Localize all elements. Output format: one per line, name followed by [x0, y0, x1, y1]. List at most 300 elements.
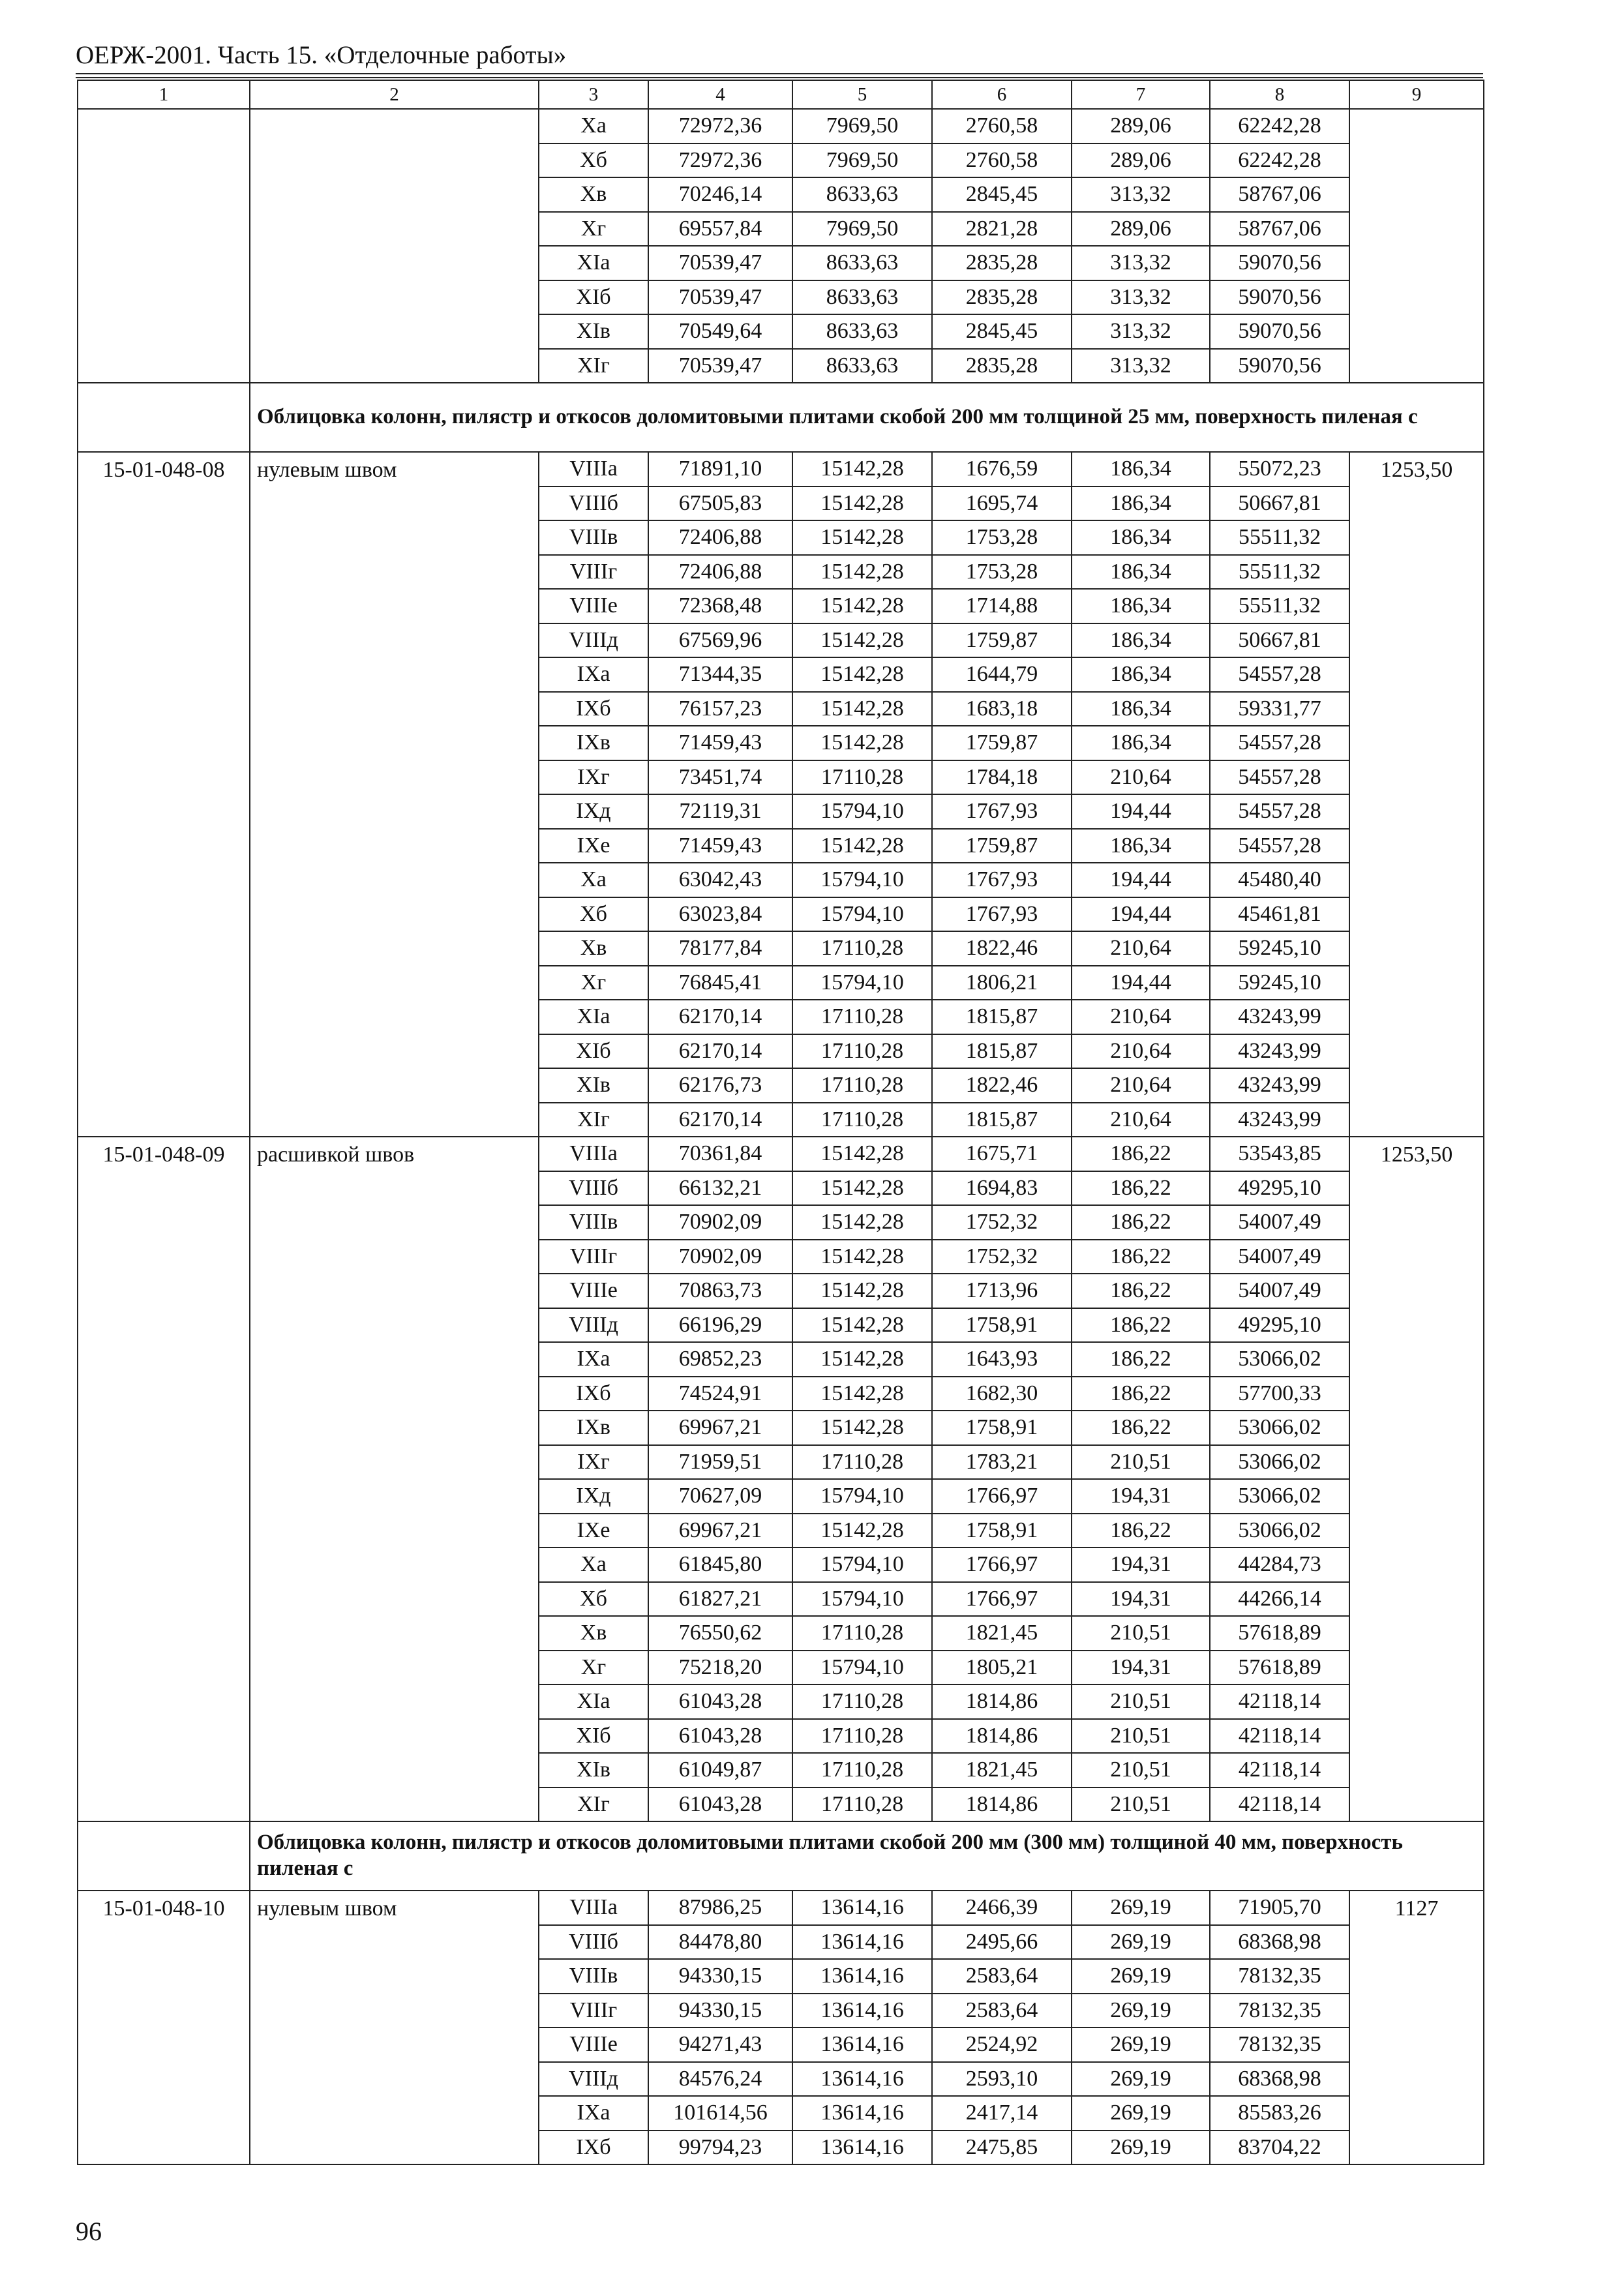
- material-cost: 44284,73: [1210, 1548, 1349, 1582]
- column-number: 6: [932, 80, 1072, 109]
- zone-code: IXг: [539, 760, 648, 795]
- wage-cost: 17110,28: [792, 1068, 932, 1103]
- wage-cost: 15794,10: [792, 794, 932, 829]
- operator-wage: 194,31: [1072, 1582, 1210, 1617]
- total-cost: 62170,14: [648, 1000, 792, 1034]
- material-cost: 53066,02: [1210, 1411, 1349, 1445]
- zone-code: IXг: [539, 1445, 648, 1480]
- machine-cost: 1675,71: [932, 1137, 1072, 1171]
- zone-code: IXд: [539, 794, 648, 829]
- wage-cost: 8633,63: [792, 246, 932, 280]
- operator-wage: 186,34: [1072, 829, 1210, 863]
- material-cost: 55511,32: [1210, 555, 1349, 590]
- material-cost: 53066,02: [1210, 1445, 1349, 1480]
- zone-code: XIб: [539, 280, 648, 315]
- total-cost: 71459,43: [648, 829, 792, 863]
- machine-cost: 1753,28: [932, 520, 1072, 555]
- zone-code: Xб: [539, 1582, 648, 1617]
- total-cost: 62176,73: [648, 1068, 792, 1103]
- machine-cost: 2524,92: [932, 2027, 1072, 2062]
- wage-cost: 17110,28: [792, 1103, 932, 1137]
- operator-wage: 186,34: [1072, 589, 1210, 623]
- operator-wage: 210,64: [1072, 1000, 1210, 1034]
- machine-cost: 1822,46: [932, 1068, 1072, 1103]
- wage-cost: 13614,16: [792, 1925, 932, 1960]
- machine-cost: 1766,97: [932, 1479, 1072, 1514]
- total-cost: 71959,51: [648, 1445, 792, 1480]
- machine-cost: 1783,21: [932, 1445, 1072, 1480]
- machine-cost: 1694,83: [932, 1171, 1072, 1206]
- machine-cost: 2495,66: [932, 1925, 1072, 1960]
- total-cost: 69967,21: [648, 1411, 792, 1445]
- zone-code: VIIIв: [539, 1959, 648, 1994]
- machine-cost: 1752,32: [932, 1205, 1072, 1240]
- total-cost: 72119,31: [648, 794, 792, 829]
- wage-cost: 15142,28: [792, 657, 932, 692]
- wage-cost: 17110,28: [792, 1684, 932, 1719]
- machine-cost: 1758,91: [932, 1514, 1072, 1548]
- total-cost: 75218,20: [648, 1651, 792, 1685]
- operator-wage: 269,19: [1072, 1925, 1210, 1960]
- wage-cost: 13614,16: [792, 2131, 932, 2165]
- zone-code: IXa: [539, 657, 648, 692]
- machine-cost: 2583,64: [932, 1994, 1072, 2028]
- material-cost: 57618,89: [1210, 1616, 1349, 1651]
- machine-cost: 1759,87: [932, 829, 1072, 863]
- wage-cost: 15794,10: [792, 1548, 932, 1582]
- wage-cost: 17110,28: [792, 1034, 932, 1069]
- wage-cost: 15794,10: [792, 897, 932, 932]
- operator-wage: 210,64: [1072, 931, 1210, 966]
- operator-wage: 194,31: [1072, 1548, 1210, 1582]
- material-cost: 49295,10: [1210, 1308, 1349, 1343]
- machine-cost: 1713,96: [932, 1274, 1072, 1308]
- material-cost: 59070,56: [1210, 246, 1349, 280]
- total-cost: 67569,96: [648, 623, 792, 658]
- zone-code: VIIIг: [539, 555, 648, 590]
- operator-wage: 289,06: [1072, 212, 1210, 247]
- wage-cost: 8633,63: [792, 280, 932, 315]
- wage-cost: 13614,16: [792, 1959, 932, 1994]
- material-cost: 58767,06: [1210, 212, 1349, 247]
- zone-code: IXб: [539, 1377, 648, 1411]
- wage-cost: 17110,28: [792, 931, 932, 966]
- total-cost: 62170,14: [648, 1034, 792, 1069]
- machine-cost: 1815,87: [932, 1034, 1072, 1069]
- work-name: [250, 109, 539, 383]
- wage-cost: 15142,28: [792, 1377, 932, 1411]
- wage-cost: 15142,28: [792, 623, 932, 658]
- zone-code: Xв: [539, 177, 648, 212]
- total-cost: 84478,80: [648, 1925, 792, 1960]
- material-cost: 59070,56: [1210, 349, 1349, 383]
- wage-cost: 17110,28: [792, 1445, 932, 1480]
- machine-cost: 1759,87: [932, 726, 1072, 760]
- labor-rate: [1349, 109, 1484, 383]
- total-cost: 70627,09: [648, 1479, 792, 1514]
- operator-wage: 269,19: [1072, 1994, 1210, 2028]
- total-cost: 63042,43: [648, 863, 792, 897]
- machine-cost: 2760,58: [932, 109, 1072, 143]
- total-cost: 71344,35: [648, 657, 792, 692]
- operator-wage: 269,19: [1072, 2096, 1210, 2131]
- header-rule: [76, 73, 1483, 74]
- material-cost: 59331,77: [1210, 692, 1349, 726]
- wage-cost: 13614,16: [792, 2027, 932, 2062]
- material-cost: 68368,98: [1210, 2062, 1349, 2097]
- zone-code: Xв: [539, 1616, 648, 1651]
- material-cost: 54557,28: [1210, 829, 1349, 863]
- machine-cost: 1821,45: [932, 1753, 1072, 1788]
- wage-cost: 7969,50: [792, 109, 932, 143]
- machine-cost: 1822,46: [932, 931, 1072, 966]
- wage-cost: 15142,28: [792, 1274, 932, 1308]
- wage-cost: 13614,16: [792, 1994, 932, 2028]
- wage-cost: 15142,28: [792, 1240, 932, 1274]
- total-cost: 94330,15: [648, 1994, 792, 2028]
- zone-code: IXa: [539, 1342, 648, 1377]
- machine-cost: 1752,32: [932, 1240, 1072, 1274]
- material-cost: 50667,81: [1210, 623, 1349, 658]
- total-cost: 66196,29: [648, 1308, 792, 1343]
- material-cost: 55511,32: [1210, 589, 1349, 623]
- operator-wage: 210,64: [1072, 1103, 1210, 1137]
- material-cost: 54007,49: [1210, 1205, 1349, 1240]
- wage-cost: 7969,50: [792, 143, 932, 178]
- zone-code: IXe: [539, 829, 648, 863]
- zone-code: IXв: [539, 1411, 648, 1445]
- total-cost: 62170,14: [648, 1103, 792, 1137]
- total-cost: 94330,15: [648, 1959, 792, 1994]
- zone-code: VIIIб: [539, 1925, 648, 1960]
- machine-cost: 1766,97: [932, 1548, 1072, 1582]
- material-cost: 59245,10: [1210, 966, 1349, 1000]
- section-spacer: [78, 1821, 250, 1891]
- rate-code: 15-01-048-09: [78, 1137, 250, 1821]
- operator-wage: 210,51: [1072, 1445, 1210, 1480]
- operator-wage: 186,22: [1072, 1274, 1210, 1308]
- column-number: 2: [250, 80, 539, 109]
- wage-cost: 15142,28: [792, 1514, 932, 1548]
- section-heading-row: [78, 383, 1484, 452]
- zone-code: VIIIв: [539, 1205, 648, 1240]
- table-row: [78, 1137, 1484, 1171]
- wage-cost: 15142,28: [792, 726, 932, 760]
- operator-wage: 186,22: [1072, 1514, 1210, 1548]
- material-cost: 53543,85: [1210, 1137, 1349, 1171]
- column-number: 9: [1349, 80, 1484, 109]
- wage-cost: 15142,28: [792, 829, 932, 863]
- machine-cost: 1814,86: [932, 1719, 1072, 1754]
- total-cost: 78177,84: [648, 931, 792, 966]
- total-cost: 76550,62: [648, 1616, 792, 1651]
- machine-cost: 2845,45: [932, 177, 1072, 212]
- machine-cost: 2845,45: [932, 314, 1072, 349]
- operator-wage: 289,06: [1072, 109, 1210, 143]
- machine-cost: 1695,74: [932, 486, 1072, 521]
- section-spacer: [78, 383, 250, 452]
- table-row: [78, 1891, 1484, 1925]
- machine-cost: 2417,14: [932, 2096, 1072, 2131]
- wage-cost: 17110,28: [792, 760, 932, 795]
- material-cost: 68368,98: [1210, 1925, 1349, 1960]
- operator-wage: 186,34: [1072, 486, 1210, 521]
- machine-cost: 1815,87: [932, 1000, 1072, 1034]
- total-cost: 69967,21: [648, 1514, 792, 1548]
- material-cost: 59070,56: [1210, 280, 1349, 315]
- material-cost: 43243,99: [1210, 1000, 1349, 1034]
- operator-wage: 269,19: [1072, 2027, 1210, 2062]
- machine-cost: 1683,18: [932, 692, 1072, 726]
- total-cost: 70902,09: [648, 1205, 792, 1240]
- machine-cost: 1784,18: [932, 760, 1072, 795]
- labor-rate: 1253,50: [1349, 452, 1484, 1137]
- machine-cost: 2593,10: [932, 2062, 1072, 2097]
- operator-wage: 194,44: [1072, 897, 1210, 932]
- machine-cost: 2583,64: [932, 1959, 1072, 1994]
- total-cost: 72972,36: [648, 109, 792, 143]
- operator-wage: 269,19: [1072, 2131, 1210, 2165]
- material-cost: 78132,35: [1210, 1959, 1349, 1994]
- material-cost: 53066,02: [1210, 1514, 1349, 1548]
- total-cost: 72972,36: [648, 143, 792, 178]
- material-cost: 54557,28: [1210, 726, 1349, 760]
- material-cost: 55072,23: [1210, 452, 1349, 486]
- machine-cost: 1821,45: [932, 1616, 1072, 1651]
- material-cost: 42118,14: [1210, 1684, 1349, 1719]
- operator-wage: 186,22: [1072, 1342, 1210, 1377]
- machine-cost: 1714,88: [932, 589, 1072, 623]
- wage-cost: 15142,28: [792, 520, 932, 555]
- operator-wage: 313,32: [1072, 349, 1210, 383]
- total-cost: 99794,23: [648, 2131, 792, 2165]
- wage-cost: 15142,28: [792, 1137, 932, 1171]
- operator-wage: 210,64: [1072, 760, 1210, 795]
- total-cost: 61049,87: [648, 1753, 792, 1788]
- total-cost: 70863,73: [648, 1274, 792, 1308]
- material-cost: 78132,35: [1210, 1994, 1349, 2028]
- operator-wage: 210,51: [1072, 1616, 1210, 1651]
- material-cost: 53066,02: [1210, 1342, 1349, 1377]
- operator-wage: 269,19: [1072, 2062, 1210, 2097]
- total-cost: 61845,80: [648, 1548, 792, 1582]
- zone-code: XIб: [539, 1719, 648, 1754]
- column-number: 8: [1210, 80, 1349, 109]
- operator-wage: 269,19: [1072, 1891, 1210, 1925]
- operator-wage: 186,22: [1072, 1205, 1210, 1240]
- rate-code: 15-01-048-08: [78, 452, 250, 1137]
- machine-cost: 1766,97: [932, 1582, 1072, 1617]
- material-cost: 45461,81: [1210, 897, 1349, 932]
- section-title: Облицовка колонн, пилястр и откосов доломитовыми плитами скобой 200 мм толщиной 25 мм, поверхность пиленая с: [250, 383, 1484, 452]
- wage-cost: 15142,28: [792, 1171, 932, 1206]
- wage-cost: 15142,28: [792, 1342, 932, 1377]
- wage-cost: 15142,28: [792, 452, 932, 486]
- wage-cost: 17110,28: [792, 1788, 932, 1822]
- zone-code: Xг: [539, 212, 648, 247]
- total-cost: 66132,21: [648, 1171, 792, 1206]
- total-cost: 69852,23: [648, 1342, 792, 1377]
- zone-code: Xг: [539, 966, 648, 1000]
- operator-wage: 186,22: [1072, 1171, 1210, 1206]
- column-number: 3: [539, 80, 648, 109]
- total-cost: 70549,64: [648, 314, 792, 349]
- zone-code: VIIIд: [539, 623, 648, 658]
- section-heading-row: [78, 1821, 1484, 1891]
- rates-table-body: [78, 80, 1484, 2164]
- material-cost: 45480,40: [1210, 863, 1349, 897]
- total-cost: 70902,09: [648, 1240, 792, 1274]
- machine-cost: 1644,79: [932, 657, 1072, 692]
- wage-cost: 15794,10: [792, 966, 932, 1000]
- total-cost: 74524,91: [648, 1377, 792, 1411]
- work-name: нулевым швом: [250, 1891, 539, 2164]
- zone-code: XIб: [539, 1034, 648, 1069]
- total-cost: 70539,47: [648, 349, 792, 383]
- zone-code: Xa: [539, 109, 648, 143]
- wage-cost: 15142,28: [792, 486, 932, 521]
- work-name: расшивкой швов: [250, 1137, 539, 1821]
- operator-wage: 186,22: [1072, 1137, 1210, 1171]
- operator-wage: 210,51: [1072, 1788, 1210, 1822]
- zone-code: VIIIe: [539, 1274, 648, 1308]
- operator-wage: 313,32: [1072, 314, 1210, 349]
- zone-code: XIa: [539, 246, 648, 280]
- material-cost: 44266,14: [1210, 1582, 1349, 1617]
- material-cost: 53066,02: [1210, 1479, 1349, 1514]
- total-cost: 71891,10: [648, 452, 792, 486]
- operator-wage: 313,32: [1072, 246, 1210, 280]
- total-cost: 70361,84: [648, 1137, 792, 1171]
- zone-code: VIIIд: [539, 2062, 648, 2097]
- machine-cost: 1815,87: [932, 1103, 1072, 1137]
- machine-cost: 2821,28: [932, 212, 1072, 247]
- wage-cost: 15142,28: [792, 1411, 932, 1445]
- total-cost: 73451,74: [648, 760, 792, 795]
- table-row: [78, 452, 1484, 486]
- zone-code: VIIIa: [539, 1891, 648, 1925]
- material-cost: 83704,22: [1210, 2131, 1349, 2165]
- wage-cost: 15794,10: [792, 863, 932, 897]
- total-cost: 76845,41: [648, 966, 792, 1000]
- operator-wage: 186,34: [1072, 623, 1210, 658]
- total-cost: 84576,24: [648, 2062, 792, 2097]
- wage-cost: 13614,16: [792, 1891, 932, 1925]
- operator-wage: 186,34: [1072, 520, 1210, 555]
- material-cost: 59070,56: [1210, 314, 1349, 349]
- material-cost: 50667,81: [1210, 486, 1349, 521]
- material-cost: 42118,14: [1210, 1753, 1349, 1788]
- machine-cost: 1805,21: [932, 1651, 1072, 1685]
- work-name: нулевым швом: [250, 452, 539, 1137]
- zone-code: XIв: [539, 1068, 648, 1103]
- total-cost: 72406,88: [648, 555, 792, 590]
- material-cost: 54557,28: [1210, 760, 1349, 795]
- operator-wage: 210,64: [1072, 1068, 1210, 1103]
- total-cost: 61043,28: [648, 1788, 792, 1822]
- operator-wage: 194,44: [1072, 794, 1210, 829]
- material-cost: 85583,26: [1210, 2096, 1349, 2131]
- page-number: 96: [76, 2217, 102, 2246]
- wage-cost: 15794,10: [792, 1479, 932, 1514]
- machine-cost: 2835,28: [932, 280, 1072, 315]
- total-cost: 61827,21: [648, 1582, 792, 1617]
- total-cost: 87986,25: [648, 1891, 792, 1925]
- zone-code: IXд: [539, 1479, 648, 1514]
- machine-cost: 2835,28: [932, 246, 1072, 280]
- material-cost: 71905,70: [1210, 1891, 1349, 1925]
- rate-code: [78, 109, 250, 383]
- machine-cost: 1676,59: [932, 452, 1072, 486]
- machine-cost: 1806,21: [932, 966, 1072, 1000]
- operator-wage: 194,31: [1072, 1479, 1210, 1514]
- wage-cost: 17110,28: [792, 1616, 932, 1651]
- total-cost: 70539,47: [648, 246, 792, 280]
- operator-wage: 194,44: [1072, 863, 1210, 897]
- operator-wage: 186,22: [1072, 1240, 1210, 1274]
- operator-wage: 186,22: [1072, 1308, 1210, 1343]
- material-cost: 59245,10: [1210, 931, 1349, 966]
- operator-wage: 210,51: [1072, 1684, 1210, 1719]
- zone-code: VIIIa: [539, 452, 648, 486]
- total-cost: 61043,28: [648, 1684, 792, 1719]
- zone-code: Xa: [539, 863, 648, 897]
- machine-cost: 1759,87: [932, 623, 1072, 658]
- wage-cost: 17110,28: [792, 1000, 932, 1034]
- zone-code: VIIIг: [539, 1240, 648, 1274]
- rates-table: [77, 80, 1484, 2165]
- machine-cost: 1758,91: [932, 1411, 1072, 1445]
- zone-code: XIг: [539, 1788, 648, 1822]
- machine-cost: 1753,28: [932, 555, 1072, 590]
- zone-code: IXa: [539, 2096, 648, 2131]
- zone-code: Xг: [539, 1651, 648, 1685]
- machine-cost: 1758,91: [932, 1308, 1072, 1343]
- column-numbers-row: [78, 80, 1484, 109]
- wage-cost: 8633,63: [792, 314, 932, 349]
- column-number: 4: [648, 80, 792, 109]
- zone-code: XIa: [539, 1684, 648, 1719]
- zone-code: XIг: [539, 349, 648, 383]
- section-title: Облицовка колонн, пилястр и откосов доломитовыми плитами скобой 200 мм (300 мм) толщиной 40 мм, поверхность пиленая с: [250, 1821, 1484, 1891]
- labor-rate: 1127: [1349, 1891, 1484, 2164]
- zone-code: VIIIд: [539, 1308, 648, 1343]
- material-cost: 49295,10: [1210, 1171, 1349, 1206]
- zone-code: IXб: [539, 2131, 648, 2165]
- zone-code: XIв: [539, 314, 648, 349]
- total-cost: 101614,56: [648, 2096, 792, 2131]
- wage-cost: 8633,63: [792, 177, 932, 212]
- wage-cost: 15142,28: [792, 1205, 932, 1240]
- wage-cost: 15142,28: [792, 692, 932, 726]
- machine-cost: 2475,85: [932, 2131, 1072, 2165]
- labor-rate: 1253,50: [1349, 1137, 1484, 1821]
- total-cost: 70539,47: [648, 280, 792, 315]
- zone-code: VIIIa: [539, 1137, 648, 1171]
- material-cost: 42118,14: [1210, 1719, 1349, 1754]
- material-cost: 43243,99: [1210, 1034, 1349, 1069]
- wage-cost: 15794,10: [792, 1651, 932, 1685]
- column-number: 7: [1072, 80, 1210, 109]
- operator-wage: 186,34: [1072, 555, 1210, 590]
- zone-code: XIв: [539, 1753, 648, 1788]
- operator-wage: 289,06: [1072, 143, 1210, 178]
- wage-cost: 15142,28: [792, 1308, 932, 1343]
- wage-cost: 17110,28: [792, 1719, 932, 1754]
- machine-cost: 1814,86: [932, 1684, 1072, 1719]
- page-header-title: ОЕРЖ-2001. Часть 15. «Отделочные работы»: [76, 41, 567, 69]
- wage-cost: 15142,28: [792, 589, 932, 623]
